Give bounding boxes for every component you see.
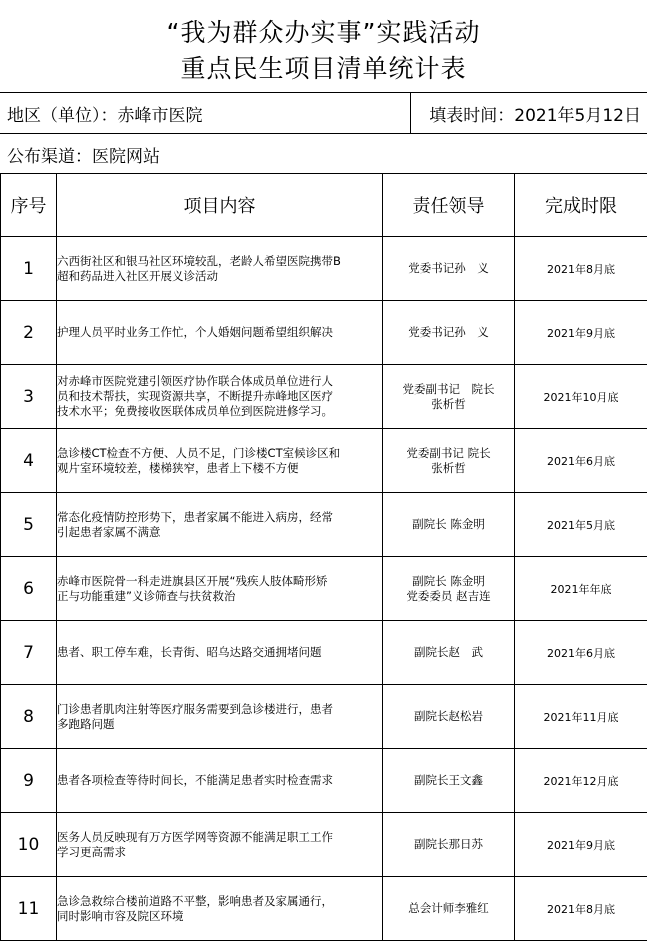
leader-line: 副院长赵 武 [414,645,483,659]
row-leader [383,429,515,493]
leader-line: 党委副书记 院长 [406,445,491,460]
row-content [57,621,383,685]
row-deadline: 2021年11月底 [515,685,647,749]
leader-line: 副院长那日苏 [414,837,483,851]
channel-label: 公布渠道：医院网站 [7,147,160,167]
row-content [57,557,383,621]
row-deadline: 2021年9月底 [515,813,647,877]
row-leader [383,813,515,877]
content-line: 超和药品进入社区开展义诊活动 [57,268,218,283]
leader-line: 张析哲 [431,396,466,411]
content-line: 护理人员平时业务工作忙，个人婚姻问题希望组织解决 [57,325,333,339]
leader-line: 党委书记孙 义 [408,325,489,339]
table-row [1,813,647,877]
leader-line: 张析哲 [431,460,466,475]
header-deadline: 完成时限 [515,174,647,237]
row-number: 7 [1,621,57,685]
row-number: 8 [1,685,57,749]
row-leader [383,493,515,557]
content-line: 正与功能重建”义诊筛查与扶贫救治 [57,588,236,603]
row-leader [383,685,515,749]
row-number: 1 [1,237,57,301]
row-leader [383,621,515,685]
header-leader: 责任领导 [383,174,515,237]
table-row [1,557,647,621]
table-body [1,237,647,941]
row-number: 9 [1,749,57,813]
row-leader [383,877,515,941]
row-number: 3 [1,365,57,429]
leader-line: 副院长 陈金明 [412,517,485,531]
row-content [57,237,383,301]
leader-line: 党委书记孙 义 [408,261,489,275]
content-line: 急诊急救综合楼前道路不平整，影响患者及家属通行， [57,893,333,908]
document-title-line2: 重点民生项目清单统计表 [180,54,467,83]
content-line: 引起患者家属不满意 [57,524,161,539]
leader-line: 副院长 陈金明 [412,573,485,588]
content-line: 六西街社区和银马社区环境较乱，老龄人希望医院携带B [57,253,341,268]
region-label: 地区（单位）：赤峰市医院 [7,106,203,126]
table-row [1,749,647,813]
row-leader [383,301,515,365]
project-table [0,173,647,941]
table-row [1,621,647,685]
content-line: 门诊患者肌肉注射等医疗服务需要到急诊楼进行，患者 [57,701,333,716]
content-line: 同时影响市容及院区环境 [57,908,184,923]
content-line: 多跑路问题 [57,716,115,731]
meta-divider [410,93,411,133]
table-row [1,429,647,493]
row-number: 10 [1,813,57,877]
leader-line: 党委副书记 院长 [402,381,495,396]
row-content [57,685,383,749]
row-deadline: 2021年12月底 [515,749,647,813]
row-deadline: 2021年9月底 [515,301,647,365]
fill-time-label: 填表时间：2021年5月12日 [429,106,641,126]
row-leader [383,557,515,621]
leader-line: 副院长王文鑫 [414,773,483,787]
row-deadline: 2021年8月底 [515,877,647,941]
row-deadline: 2021年6月底 [515,621,647,685]
table-row [1,365,647,429]
table-row [1,237,647,301]
row-content [57,813,383,877]
row-number: 2 [1,301,57,365]
meta-row-channel [0,133,647,173]
row-deadline: 2021年6月底 [515,429,647,493]
row-deadline: 2021年8月底 [515,237,647,301]
leader-line: 党委委员 赵吉连 [406,588,491,603]
content-line: 常态化疫情防控形势下，患者家属不能进入病房，经常 [57,509,333,524]
row-content [57,365,383,429]
document-title-line1: “我为群众办实事”实践活动 [166,18,481,47]
table-row [1,493,647,557]
row-number: 11 [1,877,57,941]
row-leader [383,237,515,301]
content-line: 技术水平；免费接收医联体成员单位到医院进修学习。 [57,404,333,418]
content-line: 赤峰市医院骨一科走进旗县区开展“残疾人肢体畸形矫 [57,573,328,588]
header-no: 序号 [1,174,57,237]
row-content [57,429,383,493]
leader-line: 总会计师李雅红 [408,901,489,915]
row-content [57,749,383,813]
leader-line: 副院长赵松岩 [414,709,483,723]
content-line: 患者各项检查等待时间长，不能满足患者实时检查需求 [57,773,333,787]
row-content [57,301,383,365]
meta-row-region [0,92,647,134]
content-line: 患者、职工停车难，长青街、昭乌达路交通拥堵问题 [57,645,322,659]
table-row [1,877,647,941]
content-line: 急诊楼CT检查不方便、人员不足，门诊楼CT室候诊区和 [57,445,341,460]
content-line: 医务人员反映现有万方医学网等资源不能满足职工工作 [57,829,333,844]
table-row [1,685,647,749]
content-line: 学习更高需求 [57,844,126,859]
row-leader [383,365,515,429]
content-line: 员和技术帮扶，实现资源共享，不断提升赤峰地区医疗 [57,389,333,403]
row-content [57,493,383,557]
row-number: 5 [1,493,57,557]
content-line: 观片室环境较差，楼梯狭窄，患者上下楼不方便 [57,460,299,475]
content-line: 对赤峰市医院党建引领医疗协作联合体成员单位进行人 [57,374,333,388]
row-number: 6 [1,557,57,621]
row-number: 4 [1,429,57,493]
row-deadline: 2021年年底 [515,557,647,621]
header-content: 项目内容 [57,174,383,237]
row-leader [383,749,515,813]
row-content [57,877,383,941]
row-deadline: 2021年5月底 [515,493,647,557]
row-deadline: 2021年10月底 [515,365,647,429]
table-header-row [1,174,647,237]
table-row [1,301,647,365]
